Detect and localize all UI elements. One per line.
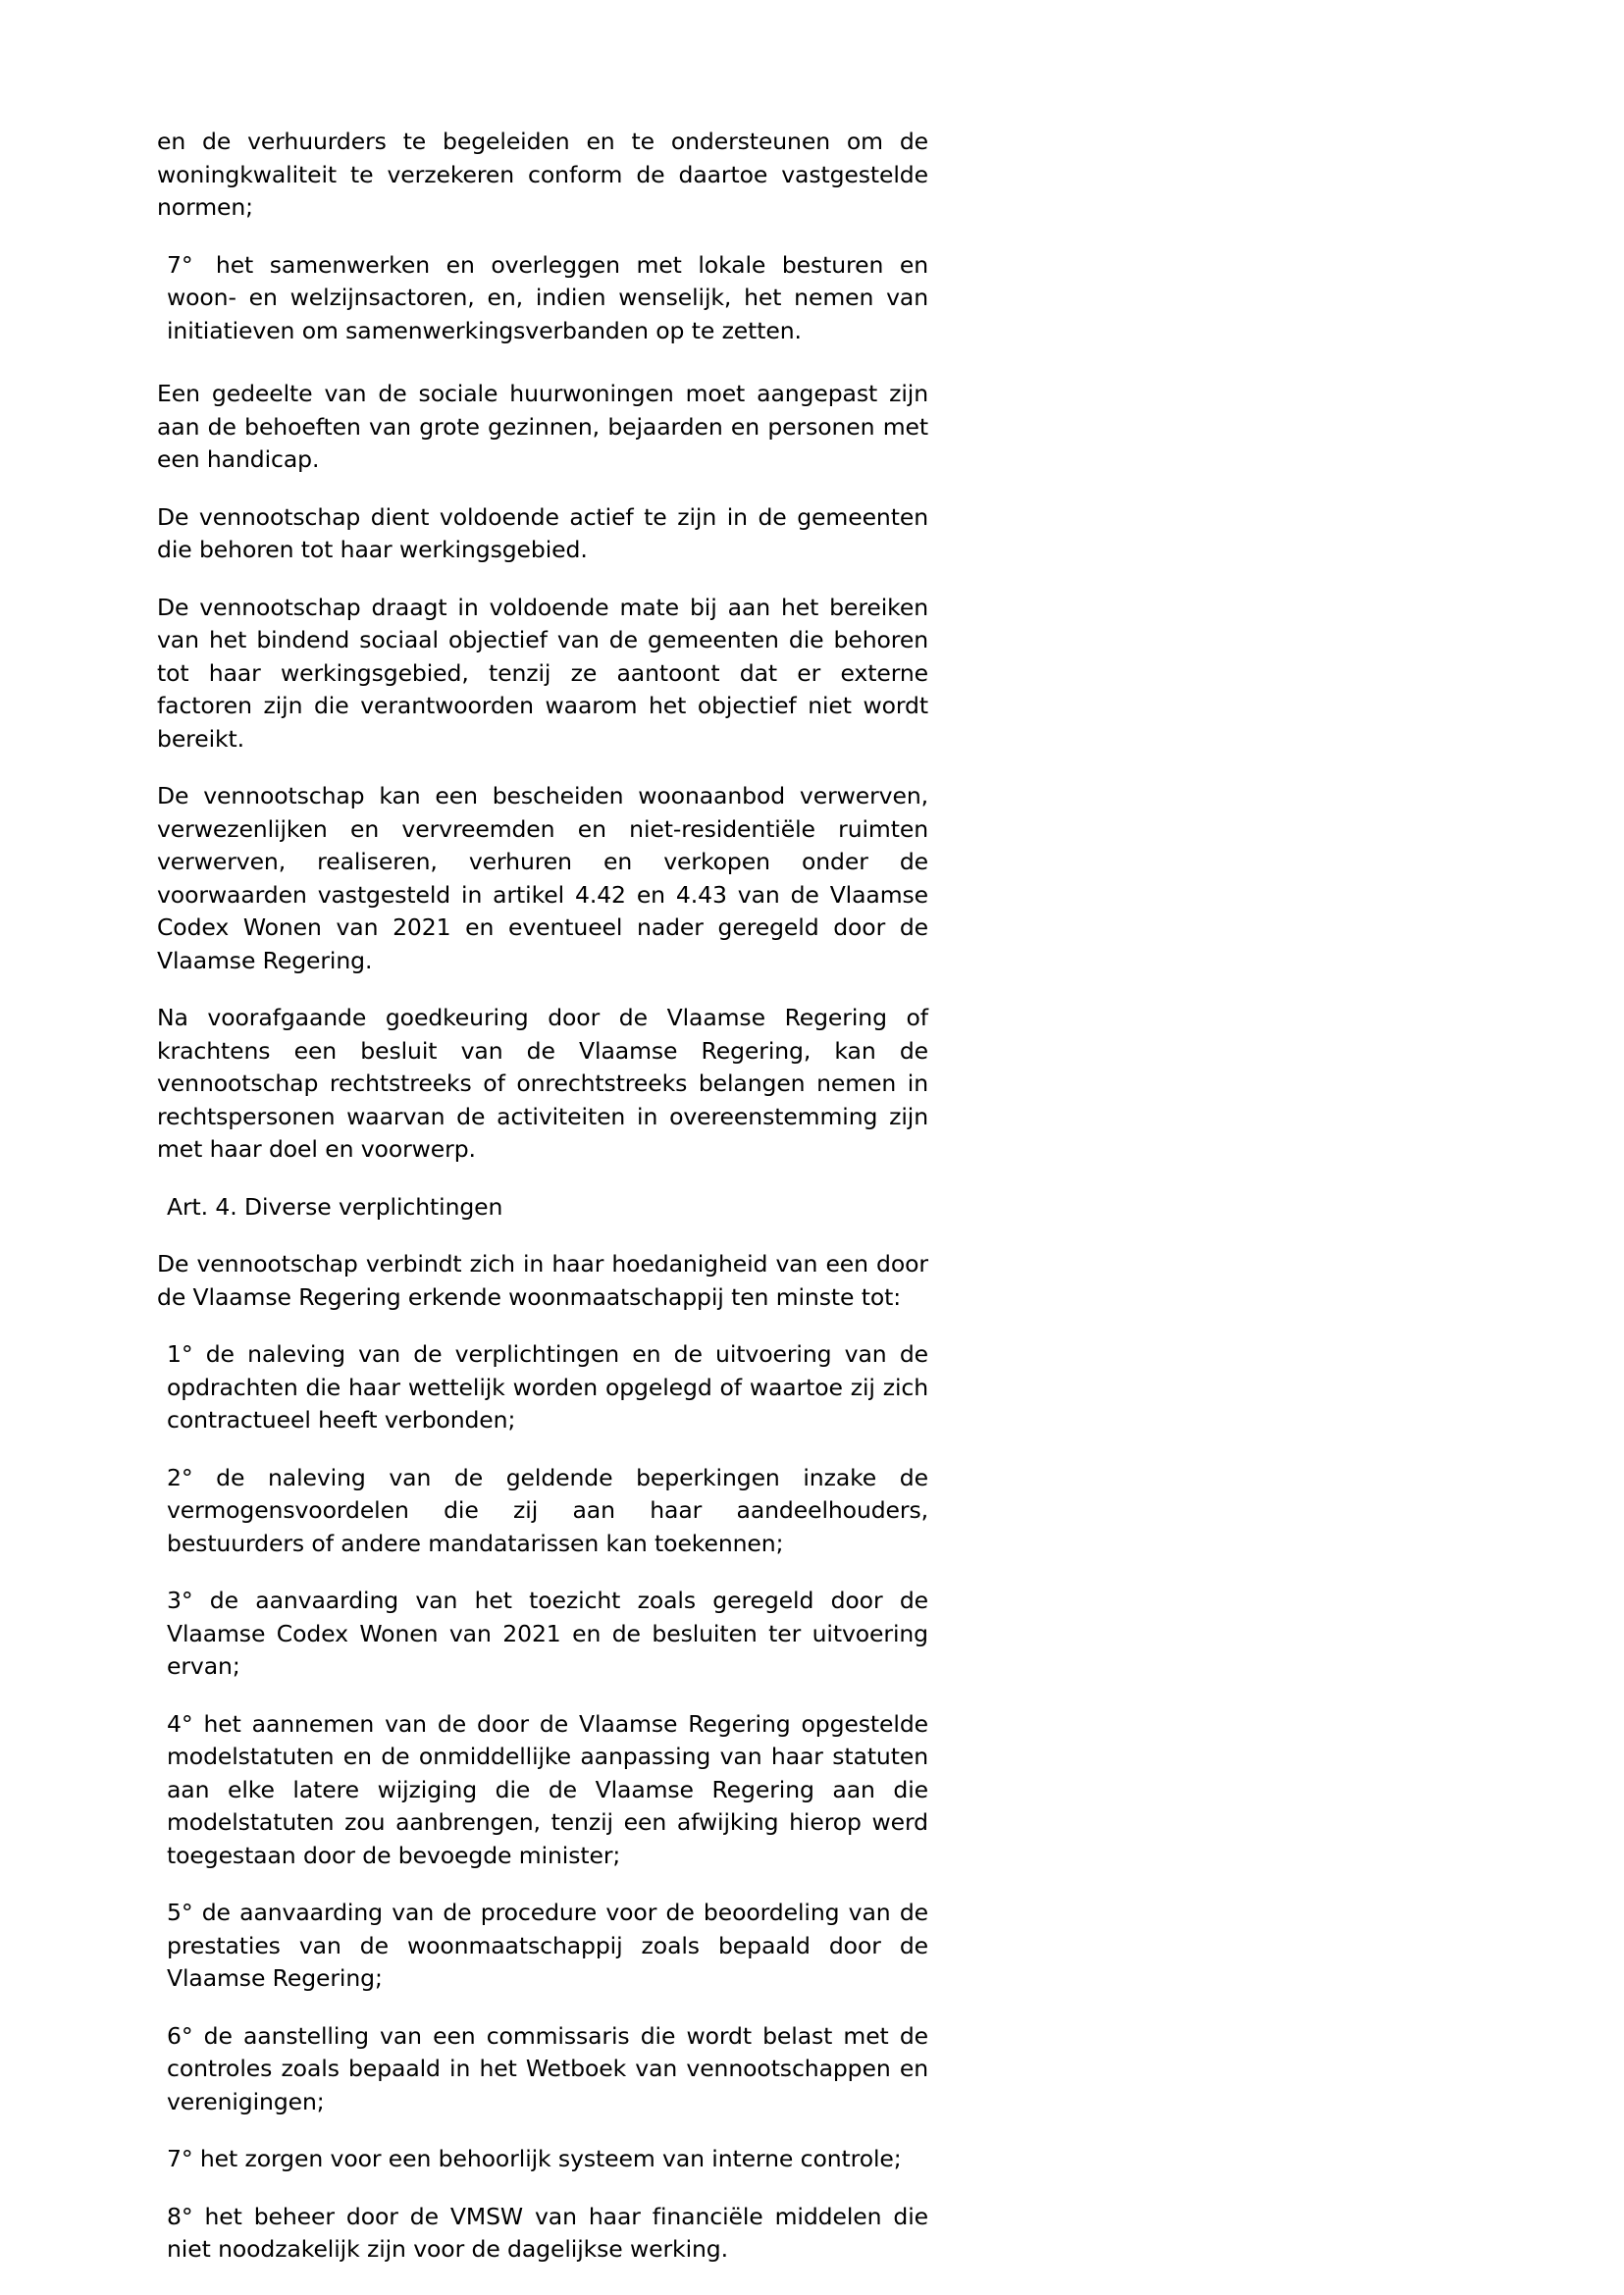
paragraph-sociale-huurwoningen-behoeften: Een gedeelte van de sociale huurwoningen moet aangepast zijn aan de behoeften van grote gezinnen, bejaarden en personen met een handicap. <box>157 380 928 473</box>
list-item-2: 2° de naleving van de geldende beperkingen inzake de vermogensvoordelen die zij aan haar aandeelhouders, bestuurders of andere mandatarissen kan toekennen; <box>167 1463 928 1557</box>
clause-7-samenwerken: 7° het samenwerken en overleggen met lokale besturen en woon- en welzijnsactoren, en, indien wenselijk, het nemen van initiatieven om samenwerkingsverbanden op te zetten. <box>167 250 928 344</box>
paragraph-verhuurders-begeleiden: en de verhuurders te begeleiden en te ondersteunen om de woningkwaliteit te verzekeren conform de daartoe vastgestelde normen; <box>157 128 928 221</box>
list-item-3: 3° de aanvaarding van het toezicht zoals geregeld door de Vlaamse Codex Wonen van 2021 en de besluiten ter uitvoering ervan; <box>167 1587 928 1680</box>
heading-art-4-diverse-verplichtingen: Art. 4. Diverse verplichtingen <box>167 1192 503 1221</box>
list-item-7: 7° het zorgen voor een behoorlijk systeem van interne controle; <box>167 2145 902 2172</box>
document-text-column <box>157 126 928 2291</box>
paragraph-vennootschap-verbindt-zich: De vennootschap verbindt zich in haar hoedanigheid van een door de Vlaamse Regering erkende woonmaatschappij ten minste tot: <box>157 1250 928 1311</box>
list-item-4: 4° het aannemen van de door de Vlaamse Regering opgestelde modelstatuten en de onmiddellijke aanpassing van haar statuten aan elke latere wijziging die de Vlaamse Regering aan die modelstatuten zou aanbrengen, tenzij een afwijking hierop werd toegestaan door de bevoegde minister; <box>167 1709 928 1869</box>
list-item-1: 1° de naleving van de verplichtingen en de uitvoering van de opdrachten die haar wettelijk worden opgelegd of waartoe zij zich contractueel heeft verbonden; <box>167 1340 928 1434</box>
list-item-5: 5° de aanvaarding van de procedure voor de beoordeling van de prestaties van de woonmaatschappij zoals bepaald door de Vlaamse Regering; <box>167 1899 928 1992</box>
paragraph-bindend-sociaal-objectief: De vennootschap draagt in voldoende mate bij aan het bereiken van het bindend sociaal objectief van de gemeenten die behoren tot haar werkingsgebied, tenzij ze aantoont dat er externe factoren zijn die verantwoorden waarom het objectief niet wordt bereikt. <box>157 593 928 753</box>
list-item-8: 8° het beheer door de VMSW van haar financiële middelen die niet noodzakelijk zijn voor de dagelijkse werking. <box>167 2202 928 2263</box>
paragraph-bescheiden-woonaanbod: De vennootschap kan een bescheiden woonaanbod verwerven, verwezenlijken en vervreemden en niet-residentiële ruimten verwerven, realiseren, verhuren en verkopen onder de voorwaarden vastgesteld in artikel 4.42 en 4.43 van de Vlaamse Codex Wonen van 2021 en eventueel nader geregeld door de Vlaamse Regering. <box>157 782 928 974</box>
paragraph-voorafgaande-goedkeuring-belangen: Na voorafgaande goedkeuring door de Vlaamse Regering of krachtens een besluit van de Vlaamse Regering, kan de vennootschap rechtstreeks of onrechtstreeks belangen nemen in rechtspersonen waarvan de activiteiten in overeenstemming zijn met haar doel en voorwerp. <box>157 1004 928 1163</box>
paragraph-vennootschap-actief-gemeenten: De vennootschap dient voldoende actief te zijn in de gemeenten die behoren tot haar werkingsgebied. <box>157 502 928 563</box>
list-item-6: 6° de aanstelling van een commissaris die wordt belast met de controles zoals bepaald in het Wetboek van vennootschappen en verenigingen; <box>167 2021 928 2115</box>
